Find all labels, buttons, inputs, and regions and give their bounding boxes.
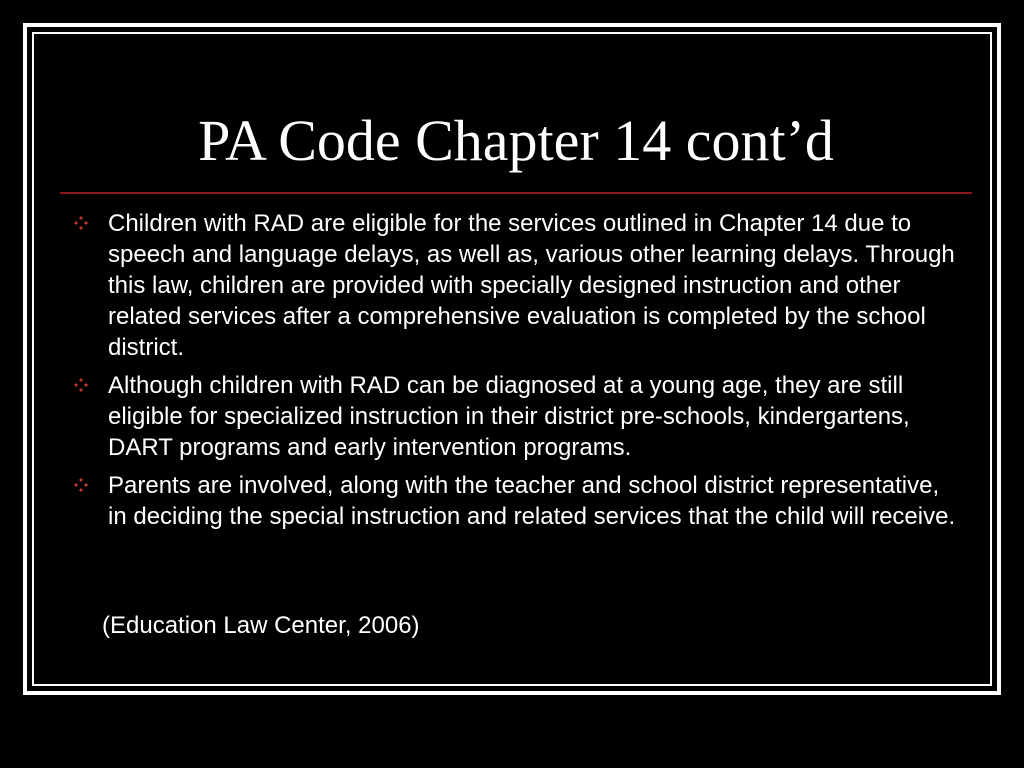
title-divider [60,192,972,194]
bullet-item [70,208,960,363]
bullet-text: Although children with RAD can be diagnosed at a young age, they are still eligible for specialized instruction in their district pre-schools, kindergartens, DART programs and early intervention programs. [108,372,910,461]
slide-title: PA Code Chapter 14 cont’d [198,108,834,173]
four-diamond-bullet-icon [74,216,88,230]
bullet-item [70,370,960,463]
four-diamond-bullet-icon [74,478,88,492]
four-diamond-bullet-icon [74,378,88,392]
citation: (Education Law Center, 2006) [102,612,420,639]
bullet-text: Parents are involved, along with the teacher and school district representative, in deciding the special instruction and related services that the child will receive. [108,472,956,530]
bullet-text: Children with RAD are eligible for the services outlined in Chapter 14 due to speech and language delays, as well as, various other learning delays. Through this law, children are provided with specially designed instruction and other related services after a comprehensive evaluation is completed by the school district. [108,210,955,361]
bullet-list [70,208,960,539]
bullet-item [70,470,960,532]
